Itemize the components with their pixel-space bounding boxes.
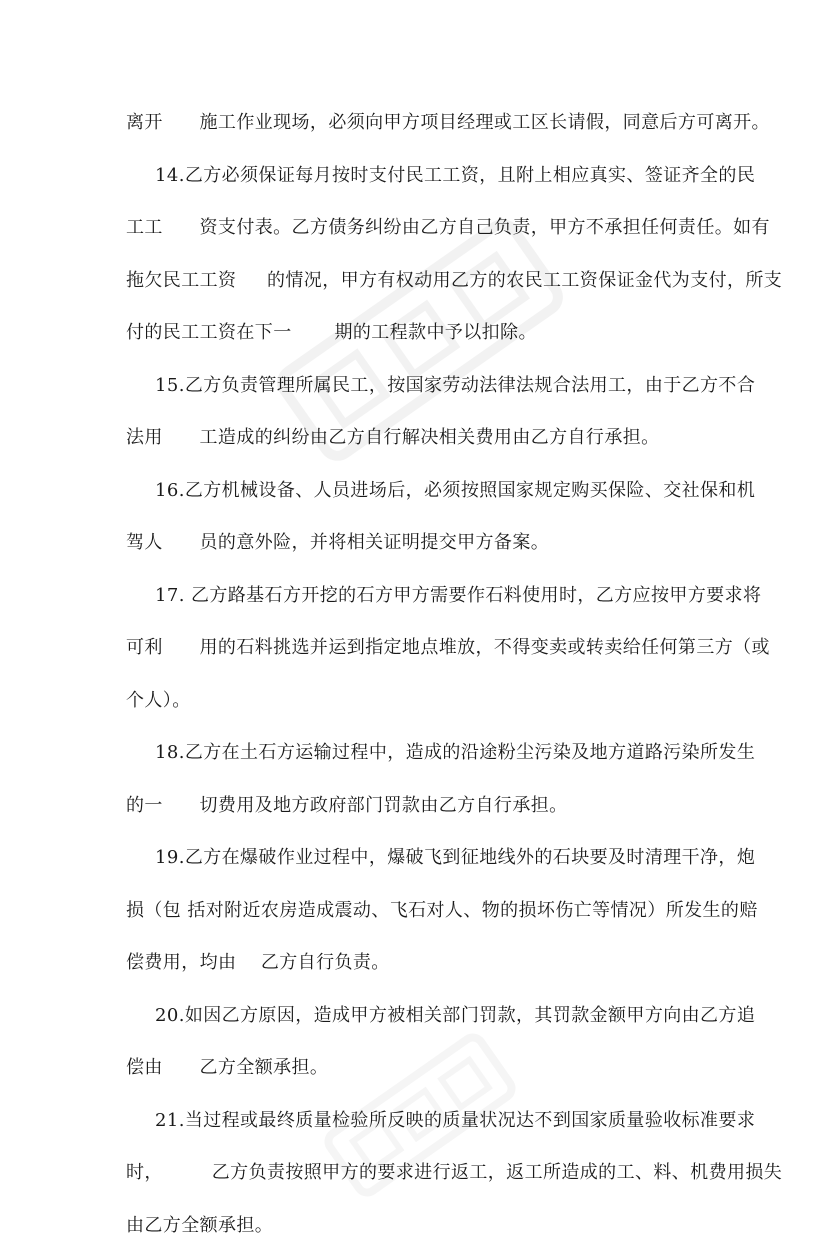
clause-20-line: 20.如因乙方原因，造成甲方被相关部门罚款，其罚款金额甲方向由乙方追 <box>126 995 712 1048</box>
clause-16-line: 16.乙方机械设备、人员进场后，必须按照国家规定购买保险、交社保和机 <box>126 470 712 523</box>
text-line: 法用 工造成的纠纷由乙方自行解决相关费用由乙方自行承担。 <box>126 417 712 470</box>
text-line: 损（包 括对附近农房造成震动、飞石对人、物的损坏伤亡等情况）所发生的赔 <box>126 890 712 943</box>
text-line: 由乙方全额承担。 <box>126 1205 712 1257</box>
clause-17-line: 17. 乙方路基石方开挖的石方甲方需要作石料使用时，乙方应按甲方要求将 <box>126 575 712 628</box>
text-line: 偿由 乙方全额承担。 <box>126 1047 712 1100</box>
text-line: 可利 用的石料挑选并运到指定地点堆放，不得变卖或转卖给任何第三方（或 <box>126 627 712 680</box>
text-line: 的一 切费用及地方政府部门罚款由乙方自行承担。 <box>126 785 712 838</box>
document-body <box>126 102 712 1257</box>
text-line: 个人）。 <box>126 680 712 733</box>
clause-21-line: 21.当过程或最终质量检验所反映的质量状况达不到国家质量验收标准要求 <box>126 1100 712 1153</box>
text-line: 时， 乙方负责按照甲方的要求进行返工，返工所造成的工、料、机费用损失 <box>126 1152 712 1205</box>
text-line: 偿费用，均由 乙方自行负责。 <box>126 942 712 995</box>
clause-19-line: 19.乙方在爆破作业过程中，爆破飞到征地线外的石块要及时清理干净，炮 <box>126 837 712 890</box>
text-line: 离开 施工作业现场，必须向甲方项目经理或工区长请假，同意后方可离开。 <box>126 102 712 155</box>
clause-15-line: 15.乙方负责管理所属民工，按国家劳动法律法规合法用工，由于乙方不合 <box>126 365 712 418</box>
text-line: 驾人 员的意外险，并将相关证明提交甲方备案。 <box>126 522 712 575</box>
clause-18-line: 18.乙方在土石方运输过程中，造成的沿途粉尘污染及地方道路污染所发生 <box>126 732 712 785</box>
text-line: 拖欠民工工资 的情况，甲方有权动用乙方的农民工工资保证金代为支付，所支 <box>126 260 712 313</box>
clause-14-line: 14.乙方必须保证每月按时支付民工工资，且附上相应真实、签证齐全的民 <box>126 155 712 208</box>
text-line: 工工 资支付表。乙方债务纠纷由乙方自己负责，甲方不承担任何责任。如有 <box>126 207 712 260</box>
text-line: 付的民工工资在下一 期的工程款中予以扣除。 <box>126 312 712 365</box>
